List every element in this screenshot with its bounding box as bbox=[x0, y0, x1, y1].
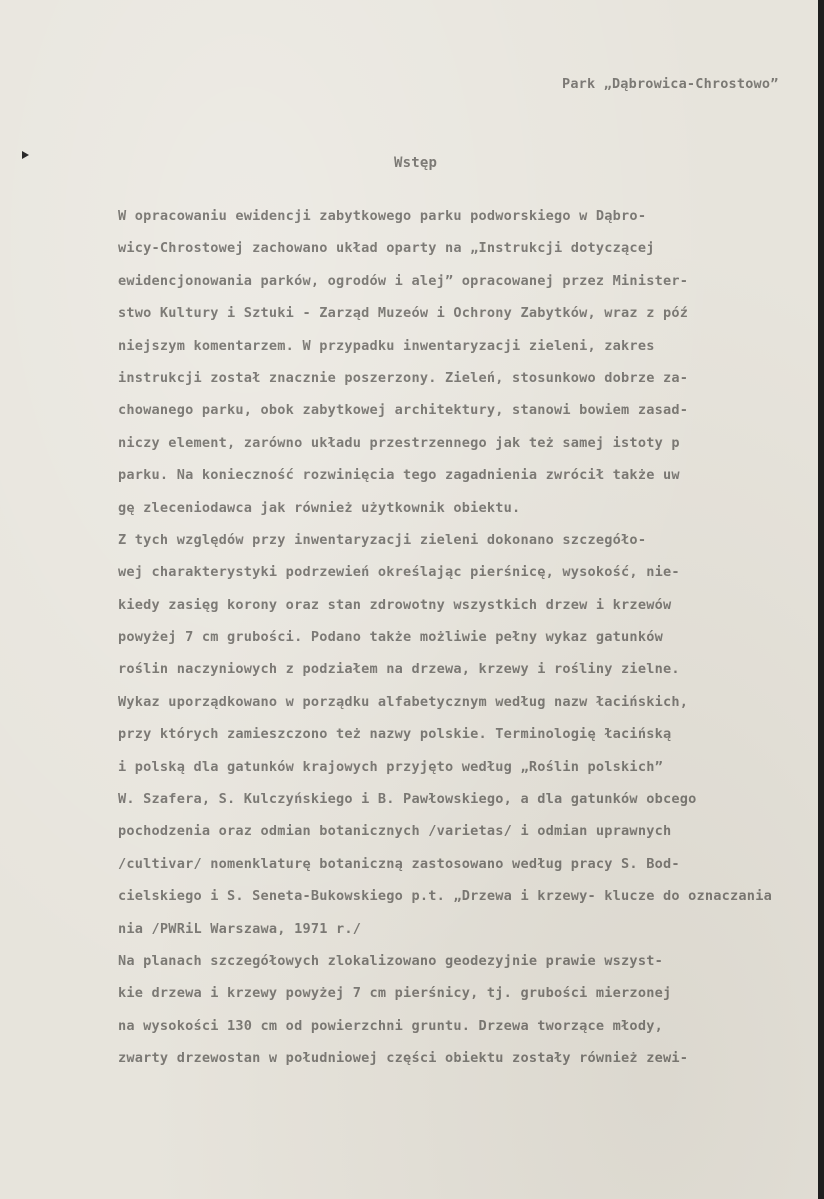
text-line: powyżej 7 cm grubości. Podano także możliwie pełny wykaz gatunków bbox=[118, 629, 663, 646]
text-line: /cultivar/ nomenklaturę botaniczną zastosowano według pracy S. Bod- bbox=[118, 855, 680, 872]
text-line: i polską dla gatunków krajowych przyjęto według „Roślin polskich” bbox=[118, 758, 663, 775]
text-line: W opracowaniu ewidencji zabytkowego parku podworskiego w Dąbro- bbox=[118, 208, 647, 224]
text-line: chowanego parku, obok zabytkowej architektury, stanowi bowiem zasad- bbox=[118, 402, 689, 419]
text-line: niejszym komentarzem. W przypadku inwentaryzacji zieleni, zakres bbox=[118, 337, 655, 354]
text-line: nia /PWRiL Warszawa, 1971 r./ bbox=[118, 920, 362, 937]
document-body bbox=[118, 200, 818, 1075]
margin-arrow-mark bbox=[22, 151, 29, 159]
text-line: roślin naczyniowych z podziałem na drzewa, krzewy i rośliny zielne. bbox=[118, 661, 680, 678]
text-line: pochodzenia oraz odmian botanicznych /varietas/ i odmian uprawnych bbox=[118, 823, 672, 840]
text-line: Na planach szczegółowych zlokalizowano geodezyjnie prawie wszyst- bbox=[118, 952, 663, 969]
text-line: kiedy zasięg korony oraz stan zdrowotny wszystkich drzew i krzewów bbox=[118, 596, 672, 613]
text-line: zwarty drzewostan w południowej części obiektu zostały również zewi- bbox=[118, 1050, 689, 1067]
text-line: Wykaz uporządkowano w porządku alfabetycznym według nazw łacińskich, bbox=[118, 693, 689, 710]
text-line: parku. Na konieczność rozwinięcia tego zagadnienia zwrócił także uw bbox=[118, 467, 680, 484]
text-line: instrukcji został znacznie poszerzony. Zieleń, stosunkowo dobrze za- bbox=[118, 369, 689, 386]
text-line: wicy-Chrostowej zachowano układ oparty na „Instrukcji dotyczącej bbox=[118, 240, 655, 257]
section-title: Wstęp bbox=[394, 155, 438, 171]
text-line: gę zleceniodawca jak również użytkownik obiektu. bbox=[118, 499, 521, 516]
text-line: wej charakterystyki podrzewień określając pierśnicę, wysokość, nie- bbox=[118, 564, 680, 581]
text-line: stwo Kultury i Sztuki - Zarząd Muzeów i Ochrony Zabytków, wraz z póź bbox=[118, 305, 689, 322]
text-line: kie drzewa i krzewy powyżej 7 cm pierśnicy, tj. grubości mierzonej bbox=[118, 985, 672, 1002]
text-line: niczy element, zarówno układu przestrzennego jak też samej istoty p bbox=[118, 434, 680, 451]
text-line: na wysokości 130 cm od powierzchni gruntu. Drzewa tworzące młody, bbox=[118, 1017, 663, 1034]
text-line: W. Szafera, S. Kulczyńskiego i B. Pawłowskiego, a dla gatunków obcego bbox=[118, 791, 697, 808]
text-line: Z tych względów przy inwentaryzacji zieleni dokonano szczegóło- bbox=[118, 531, 647, 548]
text-line: cielskiego i S. Seneta-Bukowskiego p.t. „Drzewa i krzewy- klucze do oznaczania bbox=[118, 888, 772, 905]
document-header: Park „Dąbrowica-Chrostowo” bbox=[562, 76, 779, 92]
text-line: przy których zamieszczono też nazwy polskie. Terminologię łacińską bbox=[118, 726, 672, 743]
text-line: ewidencjonowania parków, ogrodów i alej” opracowanej przez Minister- bbox=[118, 272, 689, 289]
scan-edge bbox=[818, 0, 824, 1199]
